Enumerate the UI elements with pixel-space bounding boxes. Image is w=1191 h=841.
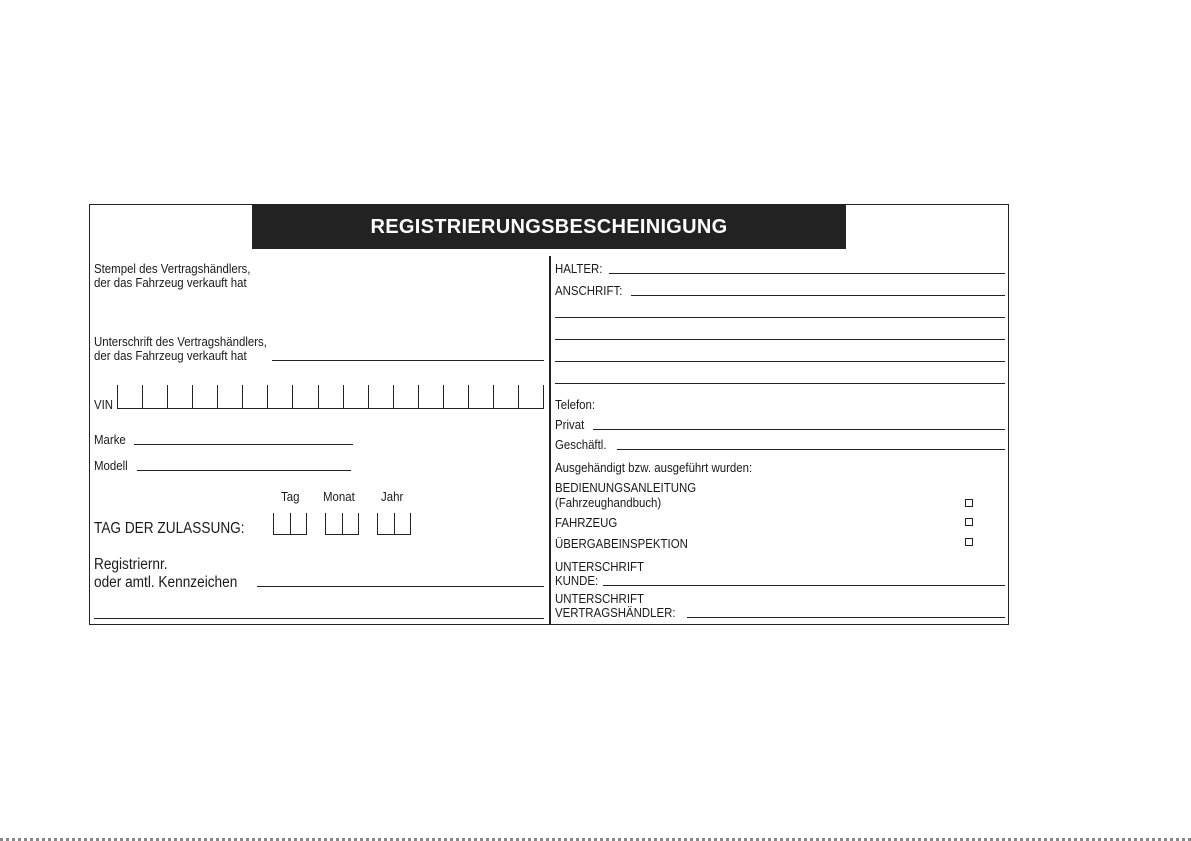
date-month-digit[interactable] xyxy=(342,513,359,535)
business-phone-field[interactable] xyxy=(617,449,1005,450)
handed-over-label: Ausgehändigt bzw. ausgeführt wurden: xyxy=(555,460,753,475)
telefon-label: Telefon: xyxy=(555,397,596,412)
customer-signature-field[interactable] xyxy=(603,585,1005,586)
column-divider xyxy=(549,256,551,625)
stamp-label-line1: Stempel des Vertragshändlers, xyxy=(94,261,251,276)
date-day-digit[interactable] xyxy=(290,513,307,535)
vin-character-cell[interactable] xyxy=(343,385,368,409)
item-vehicle-label: FAHRZEUG xyxy=(555,515,618,530)
vin-character-cell[interactable] xyxy=(318,385,343,409)
date-year-digit[interactable] xyxy=(377,513,394,535)
regnr-label-line2: oder amtl. Kennzeichen xyxy=(94,574,238,591)
anschrift-label: ANSCHRIFT: xyxy=(555,283,623,298)
anschrift-field[interactable] xyxy=(631,295,1005,296)
dealer-signature-label-line2: der das Fahrzeug verkauft hat xyxy=(94,348,247,363)
customer-signature-label-line2: KUNDE: xyxy=(555,573,599,588)
date-monat-label: Monat xyxy=(323,489,355,504)
vin-character-cell[interactable] xyxy=(192,385,217,409)
inspection-checkbox[interactable] xyxy=(965,538,973,546)
anschrift-line-4[interactable] xyxy=(555,361,1005,362)
manual-checkbox[interactable] xyxy=(965,499,973,507)
vin-character-cell[interactable] xyxy=(518,385,544,409)
vin-character-cell[interactable] xyxy=(443,385,468,409)
date-jahr-label: Jahr xyxy=(381,489,404,504)
dealer-signature2-field[interactable] xyxy=(687,617,1005,618)
dealer-signature2-label-line1: UNTERSCHRIFT xyxy=(555,591,644,606)
vin-field[interactable] xyxy=(117,385,544,409)
item-inspection-label: ÜBERGABEINSPEKTION xyxy=(555,536,688,551)
date-day-field[interactable] xyxy=(273,513,307,535)
vin-character-cell[interactable] xyxy=(292,385,317,409)
vin-character-cell[interactable] xyxy=(167,385,192,409)
vehicle-checkbox[interactable] xyxy=(965,518,973,526)
vin-character-cell[interactable] xyxy=(418,385,443,409)
regnr-extra-field[interactable] xyxy=(94,618,544,619)
date-day-digit[interactable] xyxy=(273,513,290,535)
date-year-field[interactable] xyxy=(377,513,411,535)
stamp-label-line2: der das Fahrzeug verkauft hat xyxy=(94,275,247,290)
customer-signature-label-line1: UNTERSCHRIFT xyxy=(555,559,644,574)
regnr-field[interactable] xyxy=(257,586,544,587)
vin-character-cell[interactable] xyxy=(267,385,292,409)
halter-label: HALTER: xyxy=(555,261,603,276)
vin-character-cell[interactable] xyxy=(142,385,167,409)
date-month-field[interactable] xyxy=(325,513,359,535)
anschrift-line-2[interactable] xyxy=(555,317,1005,318)
regnr-label-line1: Registriernr. xyxy=(94,556,168,573)
vin-character-cell[interactable] xyxy=(393,385,418,409)
item-manual-label-line2: (Fahrzeughandbuch) xyxy=(555,495,662,510)
vin-label: VIN xyxy=(94,397,114,412)
date-month-digit[interactable] xyxy=(325,513,342,535)
geschaeftl-label: Geschäftl. xyxy=(555,437,607,452)
marke-label: Marke xyxy=(94,432,126,447)
form-title: REGISTRIERUNGSBESCHEINIGUNG xyxy=(252,205,846,249)
vin-character-cell[interactable] xyxy=(493,385,518,409)
anschrift-line-5[interactable] xyxy=(555,383,1005,384)
marke-field[interactable] xyxy=(134,444,353,445)
vin-character-cell[interactable] xyxy=(468,385,493,409)
dealer-signature-field[interactable] xyxy=(272,360,544,361)
zulassung-label: TAG DER ZULASSUNG: xyxy=(94,520,245,537)
vin-character-cell[interactable] xyxy=(117,385,142,409)
modell-label: Modell xyxy=(94,458,128,473)
dealer-signature2-label-line2: VERTRAGSHÄNDLER: xyxy=(555,605,676,620)
privat-phone-field[interactable] xyxy=(593,429,1005,430)
privat-label: Privat xyxy=(555,417,585,432)
vin-character-cell[interactable] xyxy=(217,385,242,409)
anschrift-line-3[interactable] xyxy=(555,339,1005,340)
modell-field[interactable] xyxy=(137,470,351,471)
date-tag-label: Tag xyxy=(281,489,300,504)
dealer-signature-label-line1: Unterschrift des Vertragshändlers, xyxy=(94,334,267,349)
vin-character-cell[interactable] xyxy=(368,385,393,409)
date-year-digit[interactable] xyxy=(394,513,411,535)
halter-field[interactable] xyxy=(609,273,1005,274)
item-manual-label-line1: BEDIENUNGSANLEITUNG xyxy=(555,480,697,495)
vin-character-cell[interactable] xyxy=(242,385,267,409)
